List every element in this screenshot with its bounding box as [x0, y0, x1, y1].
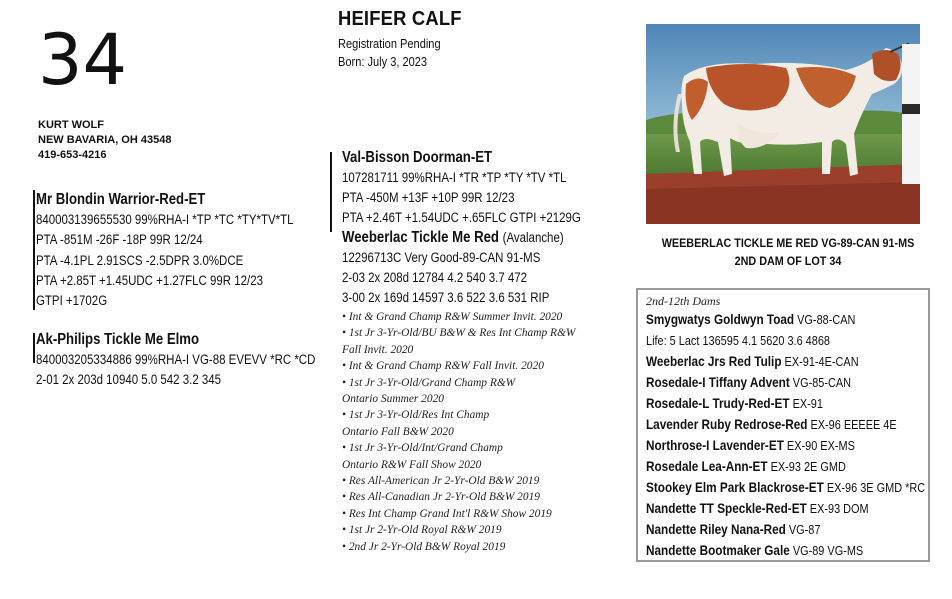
dam-row-detail: VG-88-CAN: [794, 312, 856, 327]
dam-row-name: Rosedale-I Tiffany Advent: [646, 374, 790, 390]
caption-line: 2ND DAM OF LOT 34: [734, 254, 842, 268]
grand-dam-name: Weeberlac Tickle Me Red: [342, 229, 499, 246]
dam-row: [646, 330, 876, 351]
dam-row: [646, 456, 876, 477]
dam-row: [646, 414, 897, 435]
owner-info: [38, 118, 171, 163]
dam-row-detail: EX-93 DOM: [806, 501, 869, 516]
registration-status: Registration Pending: [338, 36, 441, 51]
cow-illustration: [646, 24, 920, 224]
dam-row-name: Rosedale Lea-Ann-ET: [646, 458, 768, 474]
dam-row: [646, 519, 876, 540]
owner-phone: 419-653-4216: [38, 149, 107, 161]
dam-row-detail: EX-91-4E-CAN: [781, 354, 859, 369]
dam-row-detail: VG-87: [785, 522, 821, 537]
dam-row: [646, 393, 876, 414]
mgs-line: PTA +2.46T +1.54UDC +.65FLC GTPI +2129G: [342, 210, 581, 225]
dam-row: [646, 498, 876, 519]
registration-info: [338, 35, 459, 71]
dam-row: [646, 351, 876, 372]
owner-city: NEW BAVARIA, OH 43548: [38, 134, 172, 146]
dam-line: 840003205334886 99%RHA-I VG-88 EVEVV *RC *CD: [36, 352, 316, 368]
mgs-bracket: [330, 152, 332, 232]
dam-name: Ak-Philips Tickle Me Elmo: [36, 331, 200, 348]
dams-box: [636, 288, 930, 562]
award-line: • 2nd Jr 2-Yr-Old B&W Royal 2019: [342, 538, 506, 553]
mgs-name: Val-Bisson Doorman-ET: [342, 149, 493, 166]
award-line: • Res Int Champ Grand Int'l R&W Show 2019: [342, 505, 552, 520]
dam-row: [646, 540, 876, 561]
sire-name: Mr Blondin Warrior-Red-ET: [36, 191, 206, 208]
dam-block: [36, 330, 365, 391]
sire-line: PTA -851M -26F -18P 99R 12/24: [36, 232, 203, 248]
owner-name: KURT WOLF: [38, 119, 104, 131]
grand-dam-heading: [342, 228, 581, 248]
award-line: Ontario R&W Fall Show 2020: [342, 456, 482, 471]
dam-row-name: Nandette Bootmaker Gale: [646, 542, 790, 558]
sire-line: PTA +2.85T +1.45UDC +1.27FLC 99R 12/23: [36, 272, 263, 288]
award-line: • Res All-American Jr 2-Yr-Old B&W 2019: [342, 473, 540, 488]
dam-row-name: Stookey Elm Park Blackrose-ET: [646, 479, 824, 495]
award-line: • 1st Jr 3-Yr-Old/Int/Grand Champ: [342, 440, 503, 455]
caption-line: WEEBERLAC TICKLE ME RED VG-89-CAN 91-MS: [661, 236, 915, 250]
grand-dam-line: 12296713C Very Good-89-CAN 91-MS: [342, 250, 541, 265]
sire-line: GTPI +1702G: [36, 293, 108, 309]
dams-box-header: 2nd-12th Dams: [646, 294, 721, 308]
award-line: Fall Invit. 2020: [342, 341, 414, 356]
dam-row: [646, 435, 876, 456]
dam-row-detail: VG-89 VG-MS: [789, 543, 864, 558]
grand-dam-line: 3-00 2x 169d 14597 3.6 522 3.6 531 RIP: [342, 290, 550, 305]
lot-number: 34: [38, 19, 128, 101]
dam-row-name: Nandette TT Speckle-Red-ET: [646, 500, 807, 516]
dam-row-detail: EX-96 3E GMD *RC: [823, 480, 926, 495]
dam-row-name: Smygwatys Goldwyn Toad: [646, 311, 795, 327]
dam-row-detail: EX-90 EX-MS: [783, 438, 855, 453]
dam-row-name: Nandette Riley Nana-Red: [646, 521, 786, 537]
mgs-line: PTA -450M +13F +10P 99R 12/23: [342, 190, 515, 205]
dam-line: 2-01 2x 203d 10940 5.0 542 3.2 345: [36, 372, 222, 388]
award-line: Ontario Fall B&W 2020: [342, 423, 454, 438]
mgs-line: 107281711 99%RHA-I *TR *TP *TY *TV *TL: [342, 170, 567, 185]
grand-dam-line: 2-03 2x 208d 12784 4.2 540 3.7 472: [342, 270, 528, 285]
dam-row-name: Weeberlac Jrs Red Tulip: [646, 353, 782, 369]
grand-dam-sire-note: (Avalanche): [502, 230, 564, 245]
dam-row-detail: EX-91: [789, 396, 823, 411]
dam-row: [646, 372, 876, 393]
sire-line: PTA -4.1PL 2.91SCS -2.5DPR 3.0%DCE: [36, 252, 244, 268]
photo-caption: [646, 234, 930, 270]
sire-block: [36, 190, 339, 311]
dam-row-detail: VG-85-CAN: [789, 375, 852, 390]
award-line: • Int & Grand Champ R&W Fall Invit. 2020: [342, 358, 544, 373]
award-line: • Int & Grand Champ R&W Summer Invit. 2020: [342, 309, 563, 323]
dam-bracket: [33, 333, 35, 363]
award-line: • 1st Jr 3-Yr-Old/BU B&W & Res Int Champ R&W: [342, 325, 576, 340]
grand-dam-awards: [342, 308, 588, 554]
dam-row-detail: Life: 5 Lact 136595 4.1 5620 3.6 4868: [646, 333, 830, 348]
award-line: • 1st Jr 2-Yr-Old Royal R&W 2019: [342, 522, 502, 537]
dam-row-detail: EX-93 2E GMD: [767, 459, 846, 474]
birth-date: Born: July 3, 2023: [338, 54, 428, 69]
cow-photo: [646, 24, 920, 224]
dam-row-name: Rosedale-L Trudy-Red-ET: [646, 395, 790, 411]
mgs-block: [342, 148, 623, 308]
award-line: • 1st Jr 3-Yr-Old/Grand Champ R&W: [342, 374, 516, 389]
dam-row-name: Lavender Ruby Redrose-Red: [646, 416, 808, 432]
award-line: Ontario Summer 2020: [342, 391, 444, 406]
dam-row: [646, 309, 876, 330]
award-line: • 1st Jr 3-Yr-Old/Res Int Champ: [342, 407, 490, 422]
award-line: • Res All-Canadian Jr 2-Yr-Old B&W 2019: [342, 489, 540, 504]
dam-row-name: Northrose-I Lavender-ET: [646, 437, 784, 453]
dam-row: [646, 477, 926, 498]
sire-bracket: [33, 190, 35, 310]
sire-line: 840003139655530 99%RHA-I *TP *TC *TY*TV*TL: [36, 212, 294, 228]
page-title: HEIFER CALF: [338, 8, 462, 30]
dam-row-detail: EX-96 EEEEE 4E: [807, 417, 897, 432]
